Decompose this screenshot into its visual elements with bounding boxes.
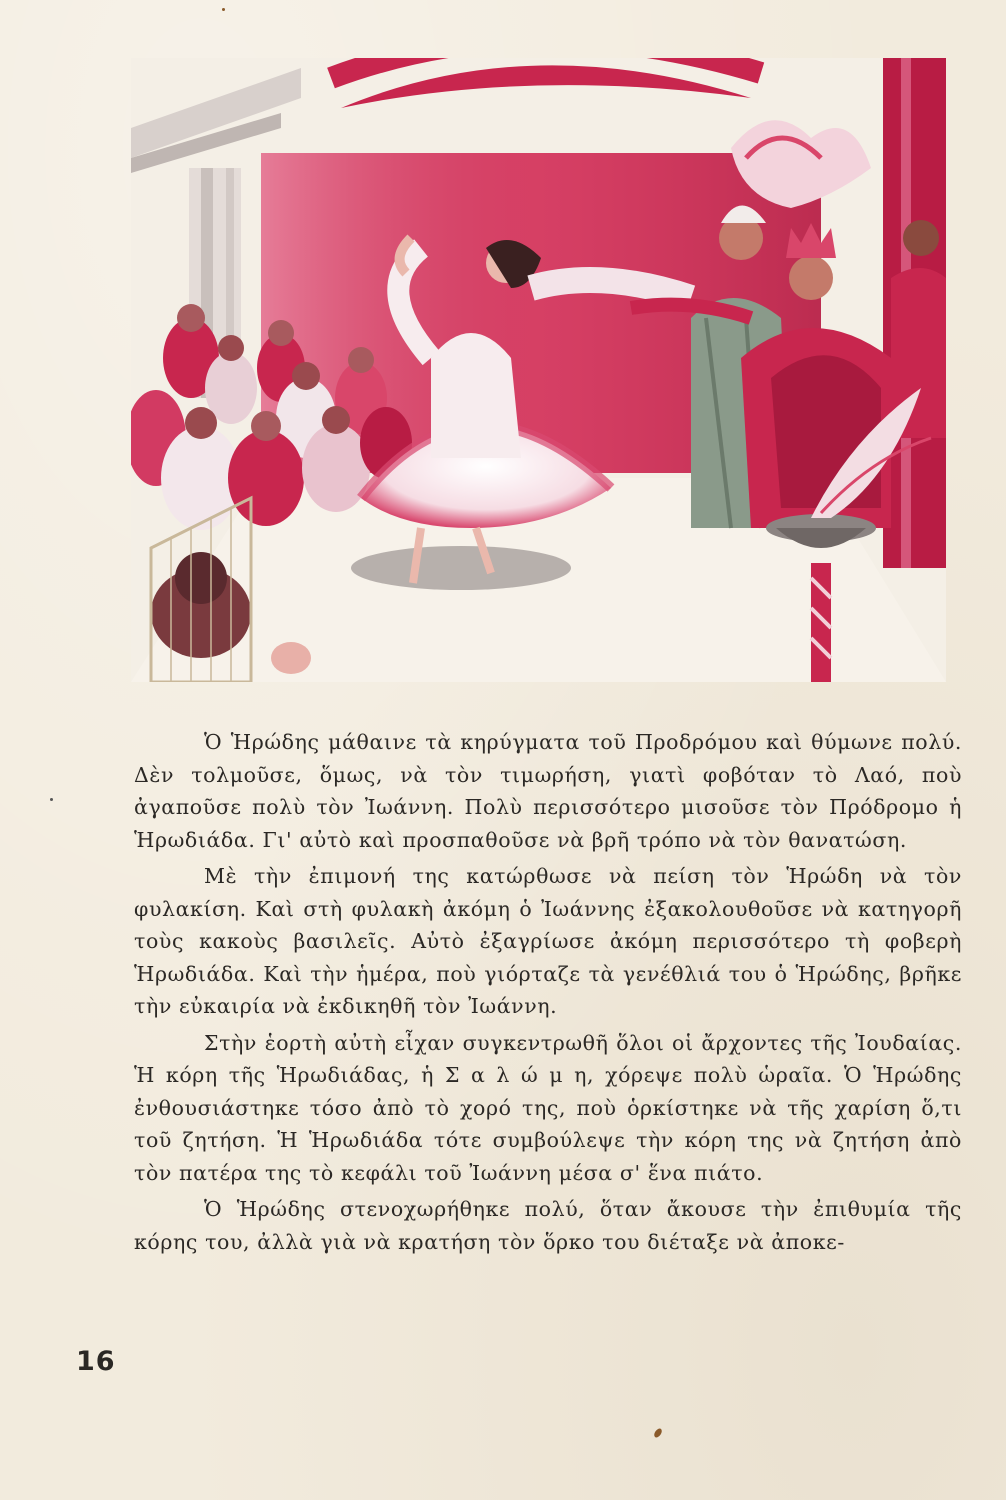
paragraph-3: Στὴν ἑορτὴ αὐτὴ εἶχαν συγκεντρωθῆ ὅλοι οἱ ἄρχοντες τῆς Ἰουδαίας. Ἡ κόρη τῆς Ἡρωδιάδας, ἡ Σ α λ ώ μ η, χόρεψε πολὺ ὡραῖα. Ὁ Ἡρώδης ἐνθουσιάστηκε τόσο ἀπὸ τὸ χορό της, ποὺ ὁρκίστηκε νὰ τῆς χαρίση ὅ,τι τοῦ ζητήση. Ἡ Ἡρωδιάδα τότε συμβούλεψε τὴν κόρη της νὰ ζητήση ἀπὸ τὸν πατέρα της τὸ κεφάλι τοῦ Ἰωάννη μέσα σ' ἕνα πιάτο.: [134, 1030, 962, 1185]
story-text: [134, 726, 962, 1262]
dance-scene-illustration: [131, 58, 946, 682]
paper-speck: [653, 1427, 664, 1439]
page-number: 16: [76, 1346, 116, 1377]
illustration-artwork: [131, 58, 946, 682]
paragraph-2: Μὲ τὴν ἐπιμονή της κατώρθωσε νὰ πείση τὸν Ἡρώδη νὰ τὸν φυλακίση. Καὶ στὴ φυλακὴ ἀκόμη ὁ Ἰωάννης ἐξακολουθοῦσε νὰ κατηγορῆ τοὺς κακοὺς βασιλεῖς. Αὐτὸ ἐξαγρίωσε ἀκόμη περισσότερο τὴ φοβερὴ Ἡρωδιάδα. Καὶ τὴν ἡμέρα, ποὺ γιόρταζε τὰ γενέθλιά του ὁ Ἡρώδης, βρῆκε τὴν εὐκαιρία νὰ ἐκδικηθῆ τὸν Ἰωάννη.: [134, 864, 962, 1018]
paragraph-1: Ὁ Ἡρώδης μάθαινε τὰ κηρύγματα τοῦ Προδρόμου καὶ θύμωνε πολύ. Δὲν τολμοῦσε, ὅμως, νὰ τὸν τιμωρήση, γιατὶ φοβόταν τὸ Λαό, ποὺ ἀγαποῦσε πολὺ τὸν Ἰωάννη. Πολὺ περισσότερο μισοῦσε τὸν Πρόδρομο ἡ Ἡρωδιάδα. Γι' αὐτὸ καὶ προσπαθοῦσε νὰ βρῆ τρόπο νὰ τὸν θανατώση.: [134, 730, 962, 852]
paragraph-4: Ὁ Ἡρώδης στενοχωρήθηκε πολύ, ὅταν ἄκουσε τὴν ἐπιθυμία τῆς κόρης του, ἀλλὰ γιὰ νὰ κρατήση τὸν ὅρκο του διέταξε νὰ ἀποκε-: [134, 1197, 962, 1254]
paper-speck: [222, 8, 225, 11]
paper-speck: [50, 798, 53, 801]
